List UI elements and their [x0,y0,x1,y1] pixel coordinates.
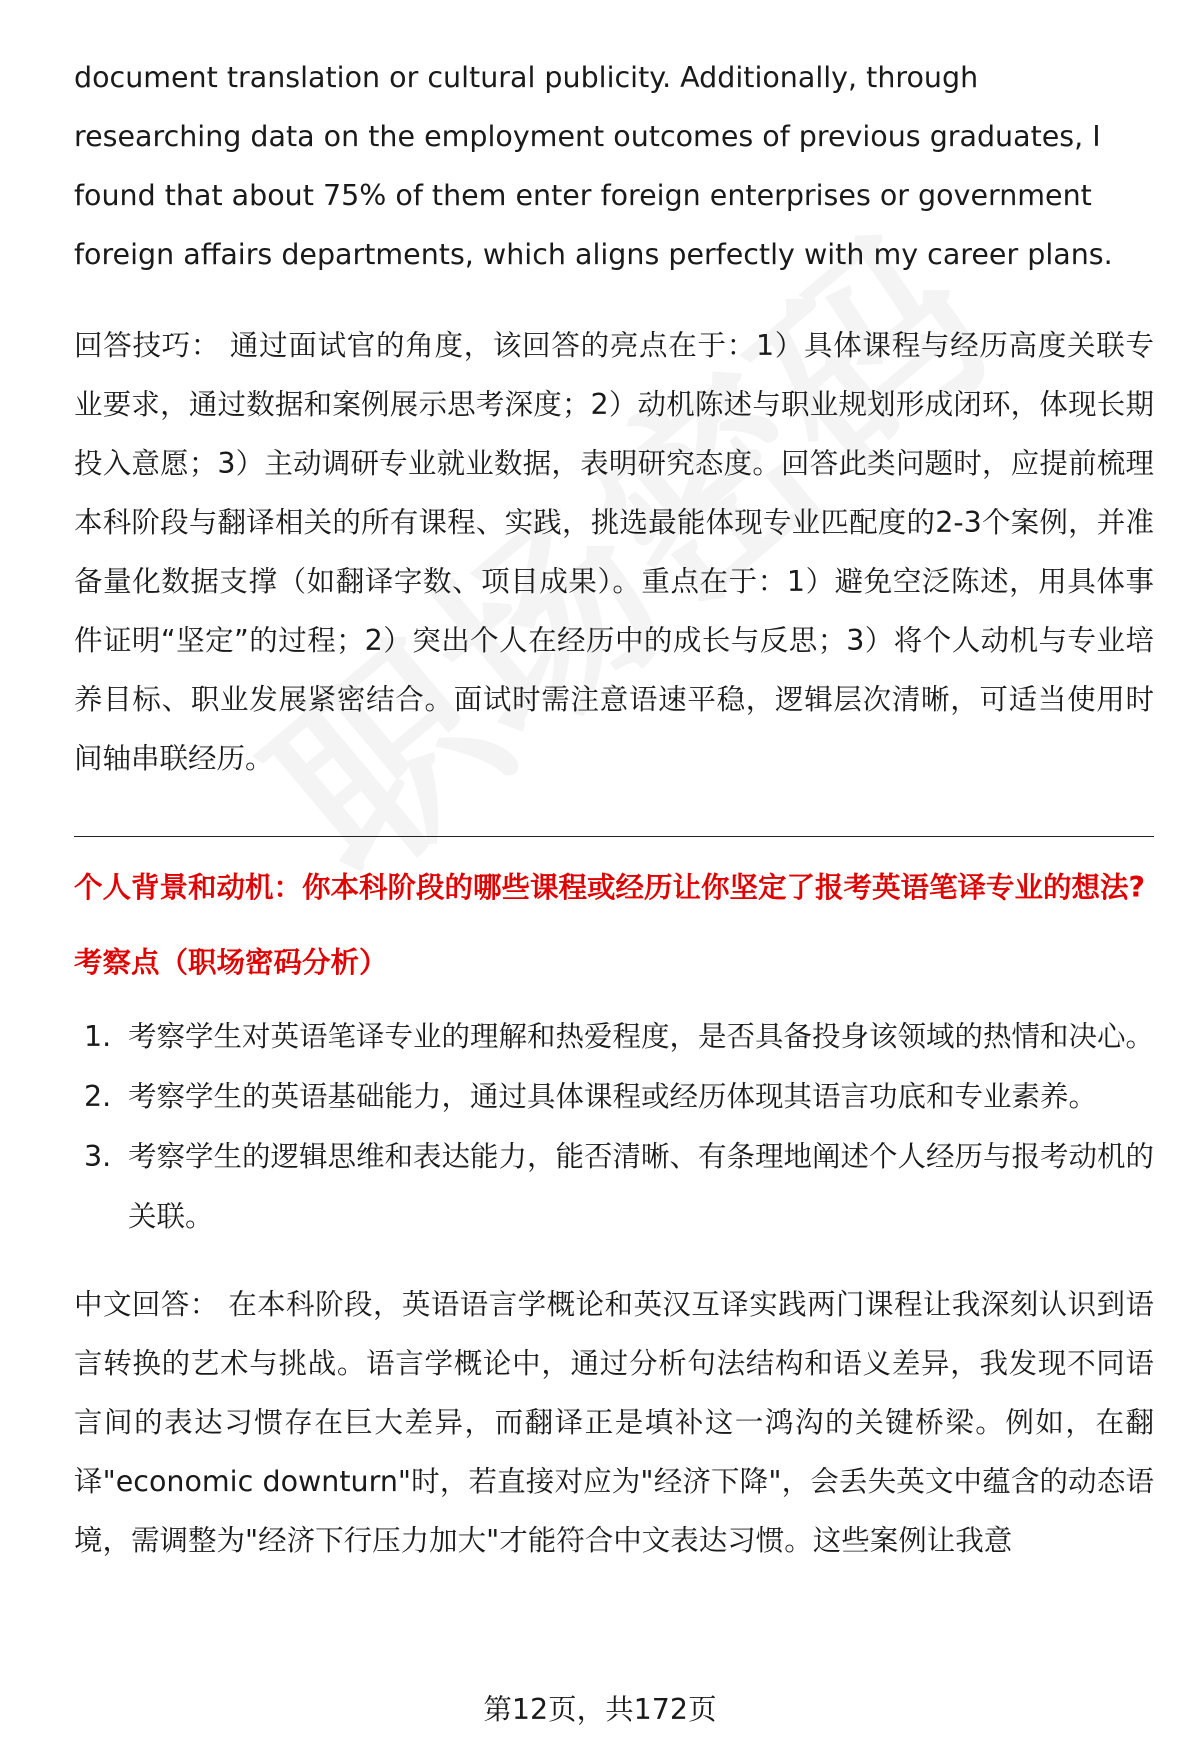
chinese-answer-label: 中文回答： [74,1288,219,1321]
list-item-number: 1. [84,1020,112,1053]
chinese-answer-paragraph [74,1275,1154,1570]
list-item-text: 考察学生对英语笔译专业的理解和热爱程度，是否具备投身该领域的热情和决心。 [128,1020,1155,1053]
assessment-list [74,1007,1154,1247]
list-item [74,1127,1154,1247]
page-number-footer: 第12页，共172页 [483,1693,717,1726]
list-item-number: 3. [84,1140,112,1173]
tips-label: 回答技巧： [74,329,221,362]
question-heading: 个人背景和动机：你本科阶段的哪些课程或经历让你坚定了报考英语笔译专业的想法? [74,871,1146,904]
intro-paragraph: document translation or cultural publicity. Additionally, through researching data on the employment outcomes of previous graduates, I found that about 75% of them enter foreign enterprises or government foreign affairs departments, which aligns perfectly with my career plans. [74,61,1113,271]
list-item-text: 考察学生的英语基础能力，通过具体课程或经历体现其语言功底和专业素养。 [128,1080,1098,1113]
chinese-answer-text: 在本科阶段，英语语言学概论和英汉互译实践两门课程让我深刻认识到语言转换的艺术与挑战。语言学概论中，通过分析句法结构和语义差异，我发现不同语言间的表达习惯存在巨大差异，而翻译正是填补这一鸿沟的关键桥梁。例如，在翻译"economic downturn"时，若直接对应为"经济下降"，会丢失英文中蕴含的动态语境，需调整为"经济下行压力加大"才能符合中文表达习惯。这些案例让我意 [74,1288,1154,1557]
tips-paragraph [74,316,1154,788]
list-item-number: 2. [84,1080,112,1113]
list-item [74,1007,1154,1067]
tips-text: 通过面试官的角度，该回答的亮点在于：1）具体课程与经历高度关联专业要求，通过数据和案例展示思考深度；2）动机陈述与职业规划形成闭环，体现长期投入意愿；3）主动调研专业就业数据，表明研究态度。回答此类问题时，应提前梳理本科阶段与翻译相关的所有课程、实践，挑选最能体现专业匹配度的2-3个案例，并准备量化数据支撑（如翻译字数、项目成果）。重点在于：1）避免空泛陈述，用具体事件证明“坚定”的过程；2）突出个人在经历中的成长与反思；3）将个人动机与专业培养目标、职业发展紧密结合。面试时需注意语速平稳，逻辑层次清晰，可适当使用时间轴串联经历。 [74,329,1154,775]
assessment-heading: 考察点（职场密码分析） [74,946,388,979]
list-item [74,1067,1154,1127]
list-item-text: 考察学生的逻辑思维和表达能力，能否清晰、有条理地阐述个人经历与报考动机的关联。 [128,1140,1155,1233]
document-page [74,48,1154,1570]
